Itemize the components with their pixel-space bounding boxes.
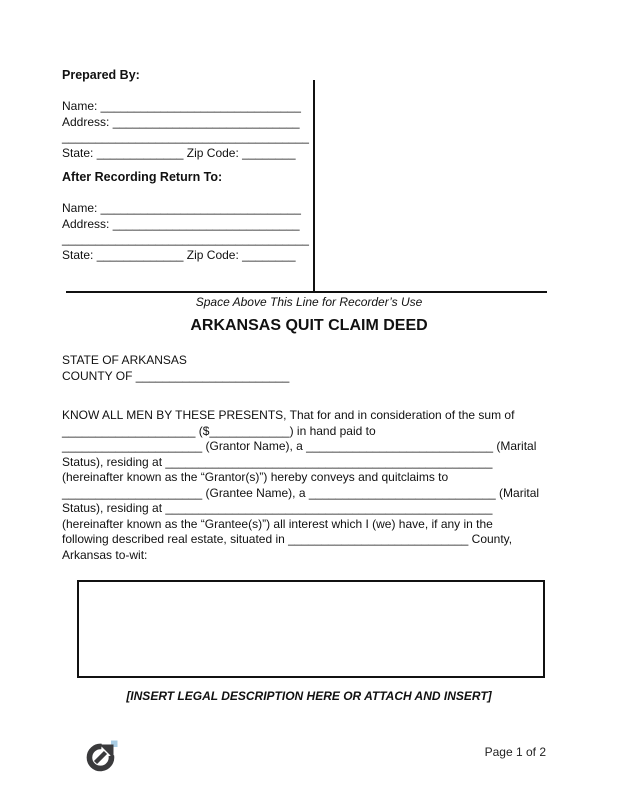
body-line: Arkansas to-wit: [62, 547, 148, 562]
body-line: (hereinafter known as the “Grantee(s)”) all interest which I (we) have, if any in the [62, 516, 493, 531]
return-to-name-line: Name: ______________________________ [62, 201, 301, 215]
deed-body-paragraph [62, 408, 582, 563]
prepared-by-name-line: Name: ______________________________ [62, 99, 301, 113]
recorder-use-caption: Space Above This Line for Recorder’s Use [195, 295, 423, 309]
return-to-address-overflow-line: _____________________________________ [62, 232, 309, 246]
return-to-address-line: Address: ____________________________ [62, 216, 300, 231]
body-line: Status), residing at _________________________________________________ [62, 454, 493, 469]
jurisdiction-block [62, 353, 556, 384]
body-line: Status), residing at _________________________________________________ [62, 501, 493, 515]
body-line: ____________________ ($____________) in hand paid to [62, 423, 376, 438]
state-line: STATE OF ARKANSAS [62, 353, 187, 367]
prepared-by-heading: Prepared By: [62, 68, 140, 82]
body-line: following described real estate, situated in ___________________________ County, [62, 532, 513, 546]
body-line: (hereinafter known as the “Grantor(s)”) hereby conveys and quitclaims to [62, 470, 449, 484]
body-line: _____________________ (Grantee Name), a ____________________________ (Marital [62, 485, 540, 500]
prepared-by-state-zip-line: State: _____________ Zip Code: ________ [62, 145, 296, 160]
return-to-heading: After Recording Return To: [62, 170, 223, 184]
legal-description-caption: [INSERT LEGAL DESCRIPTION HERE OR ATTACH AND INSERT] [126, 689, 492, 703]
body-line: KNOW ALL MEN BY THESE PRESENTS, That for and in consideration of the sum of [62, 408, 515, 422]
prepared-by-address-line: Address: ____________________________ [62, 114, 300, 129]
county-line: COUNTY OF _______________________ [62, 368, 290, 383]
page-indicator: Page 1 of 2 [484, 745, 546, 759]
prepared-by-address-overflow-line: _____________________________________ [62, 130, 309, 144]
body-line: _____________________ (Grantor Name), a ____________________________ (Marital [62, 439, 537, 453]
document-title: ARKANSAS QUIT CLAIM DEED [190, 317, 428, 334]
prepared-by-block [62, 69, 312, 161]
recorder-vertical-divider [313, 80, 315, 291]
return-to-state-zip-line: State: _____________ Zip Code: ________ [62, 247, 296, 262]
return-to-block [62, 171, 312, 263]
recorder-horizontal-divider [66, 291, 547, 293]
legal-description-box [77, 580, 545, 678]
